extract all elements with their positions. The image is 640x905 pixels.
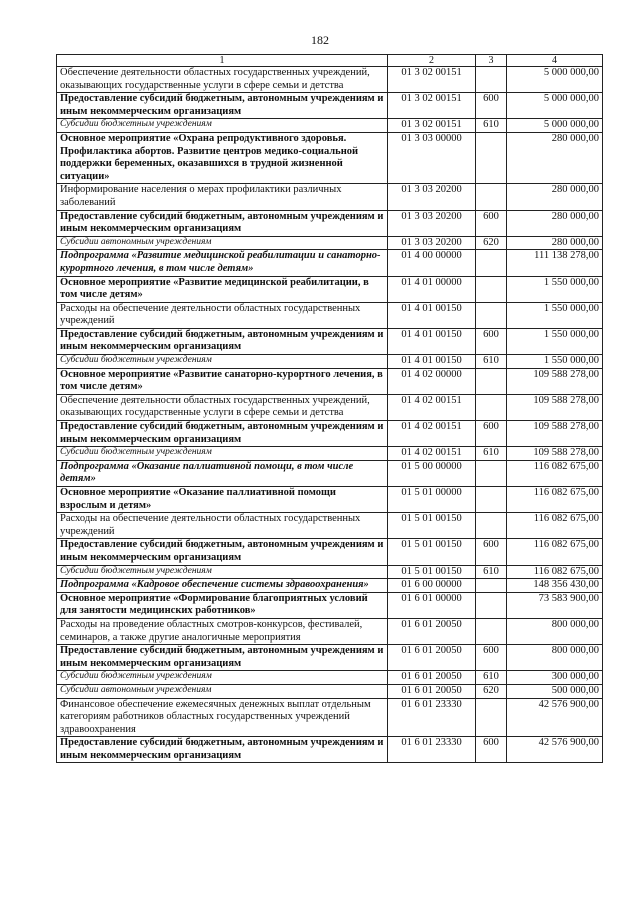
table-row — [57, 539, 603, 565]
table-row — [57, 513, 603, 539]
row-amount: 116 082 675,00 — [507, 565, 603, 579]
row-name: Обеспечение деятельности областных государственных учреждений, оказывающих государственные услуги в сфере семьи и детства — [57, 394, 388, 420]
header-row — [57, 55, 603, 67]
row-code: 01 5 01 00150 — [388, 539, 476, 565]
row-name: Основное мероприятие «Формирование благоприятных условий для занятости медицинских работников» — [57, 592, 388, 618]
row-expense-type — [476, 460, 507, 486]
row-name: Расходы на обеспечение деятельности областных государственных учреждений — [57, 302, 388, 328]
row-name: Подпрограмма «Развитие медицинской реабилитации и санаторно-курортного лечения, в том числе детям» — [57, 250, 388, 276]
row-expense-type — [476, 184, 507, 210]
row-expense-type: 600 — [476, 210, 507, 236]
row-code: 01 6 01 23330 — [388, 698, 476, 737]
row-code: 01 3 02 00151 — [388, 93, 476, 119]
table-row — [57, 671, 603, 685]
table-row — [57, 737, 603, 763]
row-code: 01 4 01 00150 — [388, 302, 476, 328]
row-amount: 116 082 675,00 — [507, 460, 603, 486]
row-amount: 111 138 278,00 — [507, 250, 603, 276]
row-expense-type — [476, 67, 507, 93]
row-name: Предоставление субсидий бюджетным, автономным учреждениям и иным некоммерческим организациям — [57, 93, 388, 119]
row-code: 01 3 03 00000 — [388, 132, 476, 183]
row-amount: 1 550 000,00 — [507, 328, 603, 354]
row-code: 01 3 03 20200 — [388, 184, 476, 210]
row-name: Финансовое обеспечение ежемесячных денежных выплат отдельным категориям работников областных государственных учреждений здравоохранения — [57, 698, 388, 737]
row-code: 01 5 01 00150 — [388, 565, 476, 579]
row-code: 01 3 02 00151 — [388, 119, 476, 133]
table-row — [57, 368, 603, 394]
column-header-expense-type: 3 — [476, 55, 507, 67]
row-amount: 280 000,00 — [507, 210, 603, 236]
row-amount: 109 588 278,00 — [507, 447, 603, 461]
row-expense-type — [476, 394, 507, 420]
table-row — [57, 565, 603, 579]
row-code: 01 3 03 20200 — [388, 236, 476, 250]
table-row — [57, 355, 603, 369]
row-expense-type: 620 — [476, 236, 507, 250]
row-code: 01 5 01 00000 — [388, 487, 476, 513]
row-name: Предоставление субсидий бюджетным, автономным учреждениям и иным некоммерческим организациям — [57, 539, 388, 565]
column-header-name: 1 — [57, 55, 388, 67]
row-code: 01 6 01 23330 — [388, 737, 476, 763]
table-row — [57, 698, 603, 737]
row-expense-type: 600 — [476, 93, 507, 119]
page-number: 182 — [311, 33, 329, 47]
row-amount: 109 588 278,00 — [507, 394, 603, 420]
table-row — [57, 421, 603, 447]
table-row — [57, 460, 603, 486]
row-expense-type: 610 — [476, 447, 507, 461]
row-amount: 109 588 278,00 — [507, 368, 603, 394]
row-code: 01 4 02 00000 — [388, 368, 476, 394]
row-expense-type: 620 — [476, 684, 507, 698]
row-amount: 800 000,00 — [507, 618, 603, 644]
row-name: Предоставление субсидий бюджетным, автономным учреждениям и иным некоммерческим организациям — [57, 210, 388, 236]
row-expense-type: 610 — [476, 565, 507, 579]
table-row — [57, 276, 603, 302]
row-code: 01 4 02 00151 — [388, 447, 476, 461]
row-name: Обеспечение деятельности областных государственных учреждений, оказывающих государственные услуги в сфере семьи и детства — [57, 67, 388, 93]
row-name: Субсидии бюджетным учреждениям — [57, 355, 388, 369]
row-code: 01 3 02 00151 — [388, 67, 476, 93]
row-code: 01 6 01 20050 — [388, 645, 476, 671]
row-name: Субсидии автономным учреждениям — [57, 684, 388, 698]
row-expense-type — [476, 276, 507, 302]
row-code: 01 5 01 00150 — [388, 513, 476, 539]
budget-table — [56, 54, 603, 763]
row-amount: 280 000,00 — [507, 236, 603, 250]
row-expense-type — [476, 618, 507, 644]
table-row — [57, 645, 603, 671]
row-amount: 109 588 278,00 — [507, 421, 603, 447]
table-body — [57, 67, 603, 763]
row-expense-type — [476, 513, 507, 539]
row-expense-type — [476, 579, 507, 593]
row-code: 01 4 01 00150 — [388, 328, 476, 354]
row-name: Субсидии автономным учреждениям — [57, 236, 388, 250]
row-expense-type — [476, 302, 507, 328]
row-name: Субсидии бюджетным учреждениям — [57, 119, 388, 133]
table-row — [57, 119, 603, 133]
row-code: 01 4 00 00000 — [388, 250, 476, 276]
row-amount: 300 000,00 — [507, 671, 603, 685]
row-amount: 42 576 900,00 — [507, 698, 603, 737]
row-name: Расходы на проведение областных смотров-конкурсов, фестивалей, семинаров, а также другие аналогичные мероприятия — [57, 618, 388, 644]
row-name: Предоставление субсидий бюджетным, автономным учреждениям и иным некоммерческим организациям — [57, 645, 388, 671]
row-expense-type — [476, 250, 507, 276]
row-expense-type: 610 — [476, 119, 507, 133]
row-amount: 73 583 900,00 — [507, 592, 603, 618]
row-code: 01 6 01 20050 — [388, 618, 476, 644]
row-name: Субсидии бюджетным учреждениям — [57, 565, 388, 579]
table-row — [57, 132, 603, 183]
row-code: 01 4 01 00000 — [388, 276, 476, 302]
row-code: 01 6 01 00000 — [388, 592, 476, 618]
table-row — [57, 302, 603, 328]
row-name: Подпрограмма «Кадровое обеспечение системы здравоохранения» — [57, 579, 388, 593]
row-amount: 5 000 000,00 — [507, 119, 603, 133]
row-expense-type: 600 — [476, 539, 507, 565]
row-expense-type: 600 — [476, 737, 507, 763]
row-expense-type: 610 — [476, 671, 507, 685]
row-name: Субсидии бюджетным учреждениям — [57, 671, 388, 685]
row-expense-type — [476, 487, 507, 513]
row-name: Предоставление субсидий бюджетным, автономным учреждениям и иным некоммерческим организациям — [57, 328, 388, 354]
row-name: Подпрограмма «Оказание паллиативной помощи, в том числе детям» — [57, 460, 388, 486]
row-name: Предоставление субсидий бюджетным, автономным учреждениям и иным некоммерческим организациям — [57, 737, 388, 763]
row-name: Расходы на обеспечение деятельности областных государственных учреждений — [57, 513, 388, 539]
table-row — [57, 394, 603, 420]
column-header-amount: 4 — [507, 55, 603, 67]
table-row — [57, 328, 603, 354]
row-code: 01 4 01 00150 — [388, 355, 476, 369]
row-expense-type — [476, 132, 507, 183]
row-amount: 1 550 000,00 — [507, 355, 603, 369]
row-amount: 800 000,00 — [507, 645, 603, 671]
table-row — [57, 67, 603, 93]
row-amount: 1 550 000,00 — [507, 276, 603, 302]
row-amount: 280 000,00 — [507, 132, 603, 183]
row-code: 01 6 00 00000 — [388, 579, 476, 593]
row-expense-type — [476, 698, 507, 737]
row-code: 01 6 01 20050 — [388, 684, 476, 698]
table-row — [57, 250, 603, 276]
table-row — [57, 684, 603, 698]
row-amount: 42 576 900,00 — [507, 737, 603, 763]
table-row — [57, 93, 603, 119]
row-code: 01 6 01 20050 — [388, 671, 476, 685]
row-name: Основное мероприятие «Развитие медицинской реабилитации, в том числе детям» — [57, 276, 388, 302]
row-amount: 5 000 000,00 — [507, 93, 603, 119]
row-name: Основное мероприятие «Охрана репродуктивного здоровья. Профилактика абортов. Развитие центров медико-социальной поддержки беременных, оказавшихся в трудной жизненной ситуации» — [57, 132, 388, 183]
row-expense-type: 600 — [476, 645, 507, 671]
row-amount: 116 082 675,00 — [507, 487, 603, 513]
row-code: 01 5 00 00000 — [388, 460, 476, 486]
row-code: 01 4 02 00151 — [388, 421, 476, 447]
row-code: 01 3 03 20200 — [388, 210, 476, 236]
row-name: Предоставление субсидий бюджетным, автономным учреждениям и иным некоммерческим организациям — [57, 421, 388, 447]
table-row — [57, 447, 603, 461]
table-row — [57, 184, 603, 210]
row-amount: 116 082 675,00 — [507, 513, 603, 539]
table-row — [57, 236, 603, 250]
row-amount: 5 000 000,00 — [507, 67, 603, 93]
row-name: Информирование населения о мерах профилактики различных заболеваний — [57, 184, 388, 210]
row-name: Основное мероприятие «Развитие санаторно-курортного лечения, в том числе детям» — [57, 368, 388, 394]
row-expense-type: 600 — [476, 328, 507, 354]
row-amount: 116 082 675,00 — [507, 539, 603, 565]
table-row — [57, 618, 603, 644]
table-row — [57, 210, 603, 236]
row-name: Субсидии бюджетным учреждениям — [57, 447, 388, 461]
row-amount: 500 000,00 — [507, 684, 603, 698]
column-header-code: 2 — [388, 55, 476, 67]
row-amount: 280 000,00 — [507, 184, 603, 210]
row-expense-type: 600 — [476, 421, 507, 447]
row-expense-type — [476, 368, 507, 394]
table-row — [57, 579, 603, 593]
table-row — [57, 487, 603, 513]
row-expense-type: 610 — [476, 355, 507, 369]
row-name: Основное мероприятие «Оказание паллиативной помощи взрослым и детям» — [57, 487, 388, 513]
row-expense-type — [476, 592, 507, 618]
row-amount: 148 356 430,00 — [507, 579, 603, 593]
row-code: 01 4 02 00151 — [388, 394, 476, 420]
row-amount: 1 550 000,00 — [507, 302, 603, 328]
table-row — [57, 592, 603, 618]
